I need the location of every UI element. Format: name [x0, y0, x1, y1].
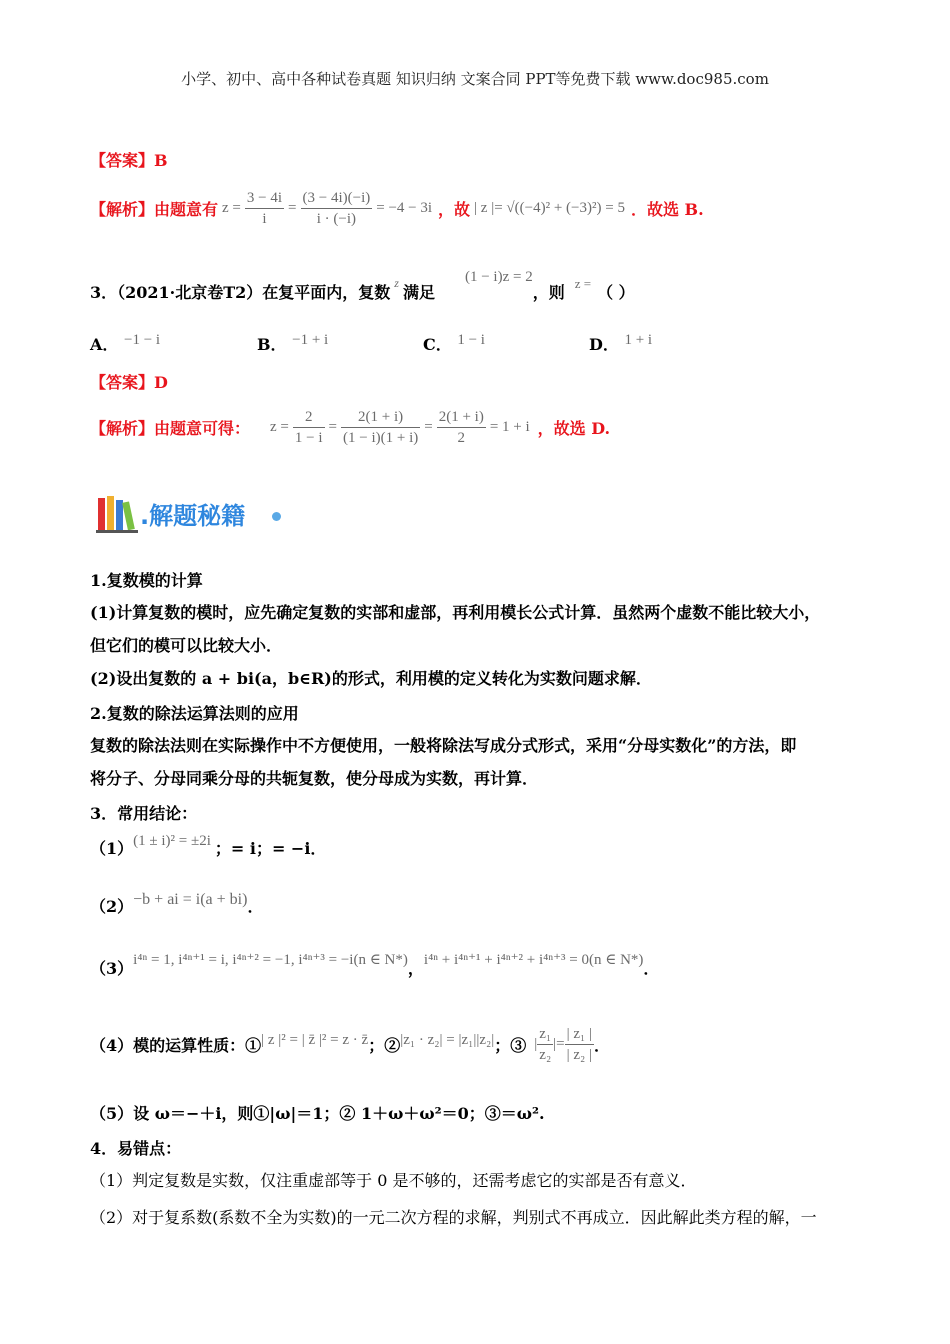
q2-eq-result: = −4 − 3i — [376, 199, 433, 216]
q2-mid-text: ，故 — [438, 199, 471, 219]
q3-stem-z: z — [394, 276, 399, 290]
conclusion-4-end: ． — [594, 1035, 611, 1055]
conclusion-3-sep: ， — [407, 959, 424, 978]
banner-dot-icon — [272, 512, 281, 521]
conclusion-1-math: (1 ± i)² = ±2i — [133, 833, 211, 849]
conclusion-3-end: ． — [643, 959, 660, 978]
q3-option-d[interactable] — [589, 332, 652, 355]
q3-stem-eq: (1 − i)z = 2 — [464, 269, 533, 285]
m3-right-den: | z₂ | — [566, 1046, 593, 1063]
q2-answer: 【答案】B — [90, 151, 168, 170]
tips-banner-title: .解题秘籍 — [140, 502, 246, 530]
section-1-p1b: 但它们的模可以比较大小． — [90, 636, 283, 655]
option-c-value: 1 − i — [457, 332, 485, 348]
option-d-label: D． — [589, 335, 619, 354]
q2-frac1 — [245, 188, 284, 229]
q2-modulus: | z |= √((−4)² + (−3)²) = 5 — [474, 199, 625, 216]
conclusion-3 — [90, 952, 660, 979]
q3-option-a[interactable] — [90, 332, 160, 355]
q3-answer: 【答案】D — [90, 373, 168, 392]
section-2-p1b: 将分子、分母同乘分母的共轭复数，使分母成为实数，再计算． — [90, 769, 539, 788]
q3-frac3-num: 2(1 + i) — [437, 407, 486, 428]
q2-frac1-num: 3 − 4i — [245, 188, 284, 209]
conclusion-2-label: （2） — [90, 897, 134, 916]
q3-stem — [90, 269, 635, 303]
conclusion-2 — [90, 890, 264, 917]
q2-frac2-den: i · (−i) — [316, 210, 356, 227]
option-b-value: −1 + i — [292, 332, 329, 348]
q3-stem-paren: （ ） — [597, 283, 635, 302]
q3-frac2 — [341, 407, 420, 448]
q3-frac3-den: 2 — [457, 429, 466, 446]
conclusion-3-math1: i⁴ⁿ = 1, i⁴ⁿ⁺¹ = i, i⁴ⁿ⁺² = −1, i⁴ⁿ⁺³ = −i(n ∈ N*) — [133, 952, 408, 968]
option-a-label: A． — [90, 335, 119, 354]
conclusion-4-m3-right — [565, 1024, 594, 1065]
conclusion-1-rest: ；= i；= −i． — [214, 839, 327, 858]
q3-option-c[interactable] — [423, 332, 485, 355]
section-1-p1a: (1)计算复数的模时，应先确定复数的实部和虚部，再利用模长公式计算．虽然两个虚数不能比较大小， — [90, 603, 821, 622]
conclusion-4-m3-left — [537, 1024, 553, 1065]
m3-right-num: | z₁ | — [565, 1024, 594, 1045]
conclusion-4-s2: ；② — [368, 1035, 401, 1055]
conclusion-2-math: −b + ai = i(a + bi) — [133, 890, 248, 908]
conclusion-4: （4）模的运算性质：① | z |² = | z̄ |² = z · z̄ ；② |z₁ · z₂| = |z₁||z₂| ；③ | $\frac{\text{z₁}}{\text{z₂}}$ |= $\frac{\text{| z₁ |}}{\text{| z₂ |}}$ ． — [90, 1025, 611, 1063]
section-1-p2: (2)设出复数的 a + bi(a，b∈R)的形式，利用模的定义转化为实数问题求解． — [90, 669, 652, 688]
tips-banner — [96, 492, 286, 536]
q2-tail: ．故选 B. — [630, 199, 704, 219]
q3-option-b[interactable] — [257, 332, 328, 355]
section-4-title: 4．易错点： — [90, 1139, 182, 1158]
q2-analysis: 【解析】由题意有 z = $\frac{3 - 4i}{i}$ = $\frac{(3 - 4i)(-i)}{i \cdot (-i)}$ = −4 − 3i ，故 | z |= √((−4)² + (−3)²) = 5 ．故选 B. — [90, 189, 704, 227]
q3-frac1 — [293, 407, 325, 448]
option-a-value: −1 − i — [124, 332, 161, 348]
q3-frac3 — [437, 407, 486, 448]
q3-stem-prefix: 3．（2021·北京卷T2）在复平面内，复数 — [90, 283, 391, 302]
q3-frac2-num: 2(1 + i) — [341, 407, 420, 428]
conclusion-4-s3: ；③ — [494, 1035, 527, 1055]
q2-analysis-label: 【解析】由题意有 — [90, 199, 219, 219]
option-c-label: C． — [423, 335, 452, 354]
pitfall-1: （1）判定复数是实数，仅注重虚部等于 0 是不够的，还需考虑它的实部是否有意义． — [90, 1171, 697, 1190]
q2-frac2-num: (3 − 4i)(−i) — [301, 188, 373, 209]
q2-frac2 — [301, 188, 373, 229]
q3-eq-result: = 1 + i — [489, 418, 530, 435]
option-d-value: 1 + i — [624, 332, 653, 348]
q3-eq-z: z = — [270, 418, 289, 435]
conclusion-1 — [90, 833, 327, 859]
q3-tail: ，故选 D. — [537, 418, 611, 438]
q3-frac2-den: (1 − i)(1 + i) — [343, 429, 419, 446]
conclusion-2-end: ． — [247, 897, 264, 916]
pitfall-2: （2）对于复系数(系数不全为实数)的一元二次方程的求解，判别式不再成立．因此解此类方程的解，一 — [90, 1208, 817, 1227]
conclusion-3-label: （3） — [90, 959, 134, 978]
q3-stem-mid: 满足 — [402, 283, 435, 302]
conclusion-1-label: （1） — [90, 839, 134, 858]
q3-frac1-den: 1 − i — [294, 429, 323, 446]
q3-analysis: 【解析】由题意可得： z = $\frac{2}{1 - i}$ = $\frac{2(1 + i)}{(1 - i)(1 + i)}$ = $\frac{2(1 + i)}{2}$ = 1 + i ，故选 D. — [90, 408, 611, 446]
conclusion-4-label: （4）模的运算性质：① — [90, 1035, 262, 1055]
page-header: 小学、初中、高中各种试卷真题 知识归纳 文案合同 PPT等免费下载 www.doc985.com — [181, 70, 769, 88]
section-1-title: 1.复数模的计算 — [90, 571, 203, 590]
option-b-label: B． — [257, 335, 287, 354]
conclusion-5: （5）设 ω＝−＋i，则①|ω|＝1；② 1＋ω＋ω²＝0；③＝ω². — [90, 1104, 545, 1123]
q3-stem-then: ，则 — [532, 283, 565, 302]
conclusion-4-m1: | z |² = | z̄ |² = z · z̄ — [261, 1031, 369, 1048]
section-2-p1a: 复数的除法法则在实际操作中不方便使用，一般将除法写成分式形式，采用“分母实数化”的方法，即 — [90, 736, 797, 755]
conclusion-4-m2: |z₁ · z₂| = |z₁||z₂| — [400, 1031, 495, 1048]
section-2-title: 2.复数的除法运算法则的应用 — [90, 704, 299, 723]
m3-left-den: z₂ — [539, 1046, 552, 1063]
section-3-title: 3．常用结论： — [90, 804, 198, 823]
m3-left-num: z₁ — [537, 1024, 553, 1045]
conclusion-3-math2: i⁴ⁿ + i⁴ⁿ⁺¹ + i⁴ⁿ⁺² + i⁴ⁿ⁺³ = 0(n ∈ N*) — [423, 952, 644, 968]
q3-analysis-label: 【解析】由题意可得： — [90, 418, 251, 438]
q2-frac1-den: i — [262, 210, 267, 227]
q3-stem-z2: z = — [574, 275, 592, 291]
q3-frac1-num: 2 — [293, 407, 325, 428]
q2-eq-z: z = — [222, 199, 241, 216]
